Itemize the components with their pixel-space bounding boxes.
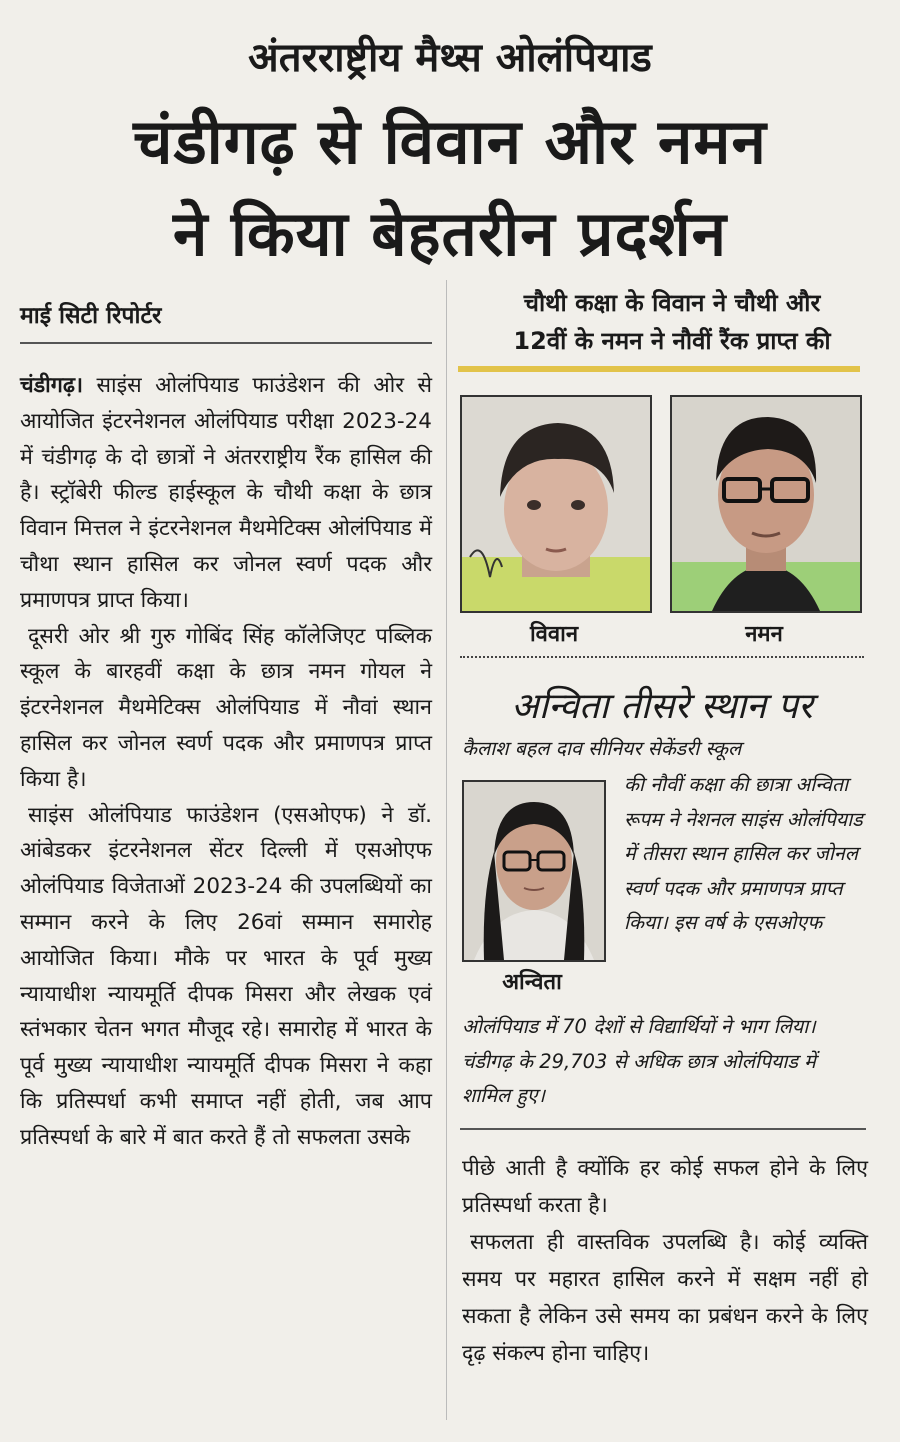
photo-divider — [460, 656, 864, 658]
subheadline-line-2: 12वीं के नमन ने नौवीं रैंक प्राप्त की — [513, 327, 831, 355]
anvita-caption: अन्विता — [502, 970, 562, 995]
article-paragraph-1 — [20, 368, 432, 619]
vivaan-photo — [460, 395, 652, 613]
vivaan-caption: विवान — [529, 622, 579, 647]
article-paragraph-5: सफलता ही वास्तविक उपलब्धि है। कोई व्यक्ति समय पर महारत हासिल करने में सक्षम नहीं हो सकता है लेकिन उसे समय का प्रबंधन करने के लिए दृढ़ संकल्प होना चाहिए। — [462, 1230, 868, 1366]
headline-line-2: ने किया बेहतरीन प्रदर्शन — [172, 197, 728, 270]
article-right-column — [462, 1150, 868, 1372]
anvita-portrait-image — [464, 782, 604, 960]
box-title: अन्विता तीसरे स्थान पर — [511, 686, 813, 727]
subheadline — [462, 284, 882, 360]
accent-bar — [458, 366, 860, 372]
naman-photo — [670, 395, 862, 613]
article-paragraph-1-text: साइंस ओलंपियाड फाउंडेशन की ओर से आयोजित इंटरनेशनल ओलंपियाड परीक्षा 2023-24 में चंडीगढ़ के दो छात्रों ने अंतरराष्ट्रीय रैंक हासिल की है। स्ट्रॉबेरी फील्ड हाईस्कूल के चौथी कक्षा के छात्र विवान मित्तल ने इंटरनेशनल मैथमेटिक्स ओलंपियाड में चौथा स्थान हासिल कर जोनल स्वर्ण पदक और प्रमाणपत्र प्राप्त किया। — [20, 373, 432, 613]
article-left-column — [20, 368, 432, 1156]
article-paragraph-4: पीछे आती है क्योंकि हर कोई सफल होने के लिए प्रतिस्पर्धा करता है। — [462, 1156, 868, 1218]
subheadline-line-1: चौथी कक्षा के विवान ने चौथी और — [523, 289, 821, 317]
headline-line-1: चंडीगढ़ से विवान और नमन — [133, 105, 767, 178]
box-text-bottom: ओलंपियाड में 70 देशों से विद्यार्थियों ने भाग लिया। चंडीगढ़ के 29,703 से अधिक छात्र ओलंपियाड में शामिल हुए। — [462, 1015, 816, 1107]
box-divider — [460, 1128, 866, 1130]
box-text-first-line: कैलाश बहल दाव सीनियर सेकेंडरी स्कूल — [462, 737, 742, 760]
article-paragraph-2: दूसरी ओर श्री गुरु गोबिंद सिंह कॉलेजिएट पब्लिक स्कूल के बारहवीं कक्षा के छात्र नमन गोयल ने इंटरनेशनल मैथमेटिक्स ओलंपियाड में नौवां स्थान हासिल कर जोनल स्वर्ण पदक और प्रमाणपत्र प्राप्त किया है। — [20, 623, 432, 792]
column-divider — [446, 280, 447, 1420]
kicker-heading: अंतरराष्ट्रीय मैथ्स ओलंपियाड — [248, 35, 652, 81]
vivaan-portrait-image — [462, 397, 650, 611]
byline: माई सिटी रिपोर्टर — [20, 303, 162, 329]
box-text-side: की नौवीं कक्षा की छात्रा अन्विता रूपम ने नेशनल साइंस ओलंपियाड में तीसरा स्थान हासिल कर जोनल स्वर्ण पदक और प्रमाणपत्र प्राप्त किया। इस वर्ष के एसओएफ — [624, 773, 863, 934]
article-paragraph-3: साइंस ओलंपियाड फाउंडेशन (एसओएफ) ने डॉ. आंबेडकर इंटरनेशनल सेंटर दिल्ली में एसओएफ ओलंपियाड विजेताओं 2023-24 की उपलब्धियों का सम्मान करने के लिए 26वां सम्मान समारोह आयोजित किया। मौके पर भारत के पूर्व मुख्य न्यायाधीश न्यायमूर्ति दीपक मिसरा और लेखक एवं स्तंभकार चेतन भगत मौजूद रहे। समारोह में भारत के पूर्व मुख्य न्यायाधीश न्यायमूर्ति दीपक मिसरा ने कहा कि प्रतिस्पर्धा कभी समाप्त नहीं होती, जब आप प्रतिस्पर्धा के बारे में बात करते हैं तो सफलता उसके — [20, 802, 432, 1150]
anvita-photo — [462, 780, 606, 962]
naman-caption: नमन — [745, 622, 783, 647]
byline-divider — [20, 342, 432, 344]
dateline: चंडीगढ़। — [20, 373, 84, 398]
naman-portrait-image — [672, 397, 860, 611]
